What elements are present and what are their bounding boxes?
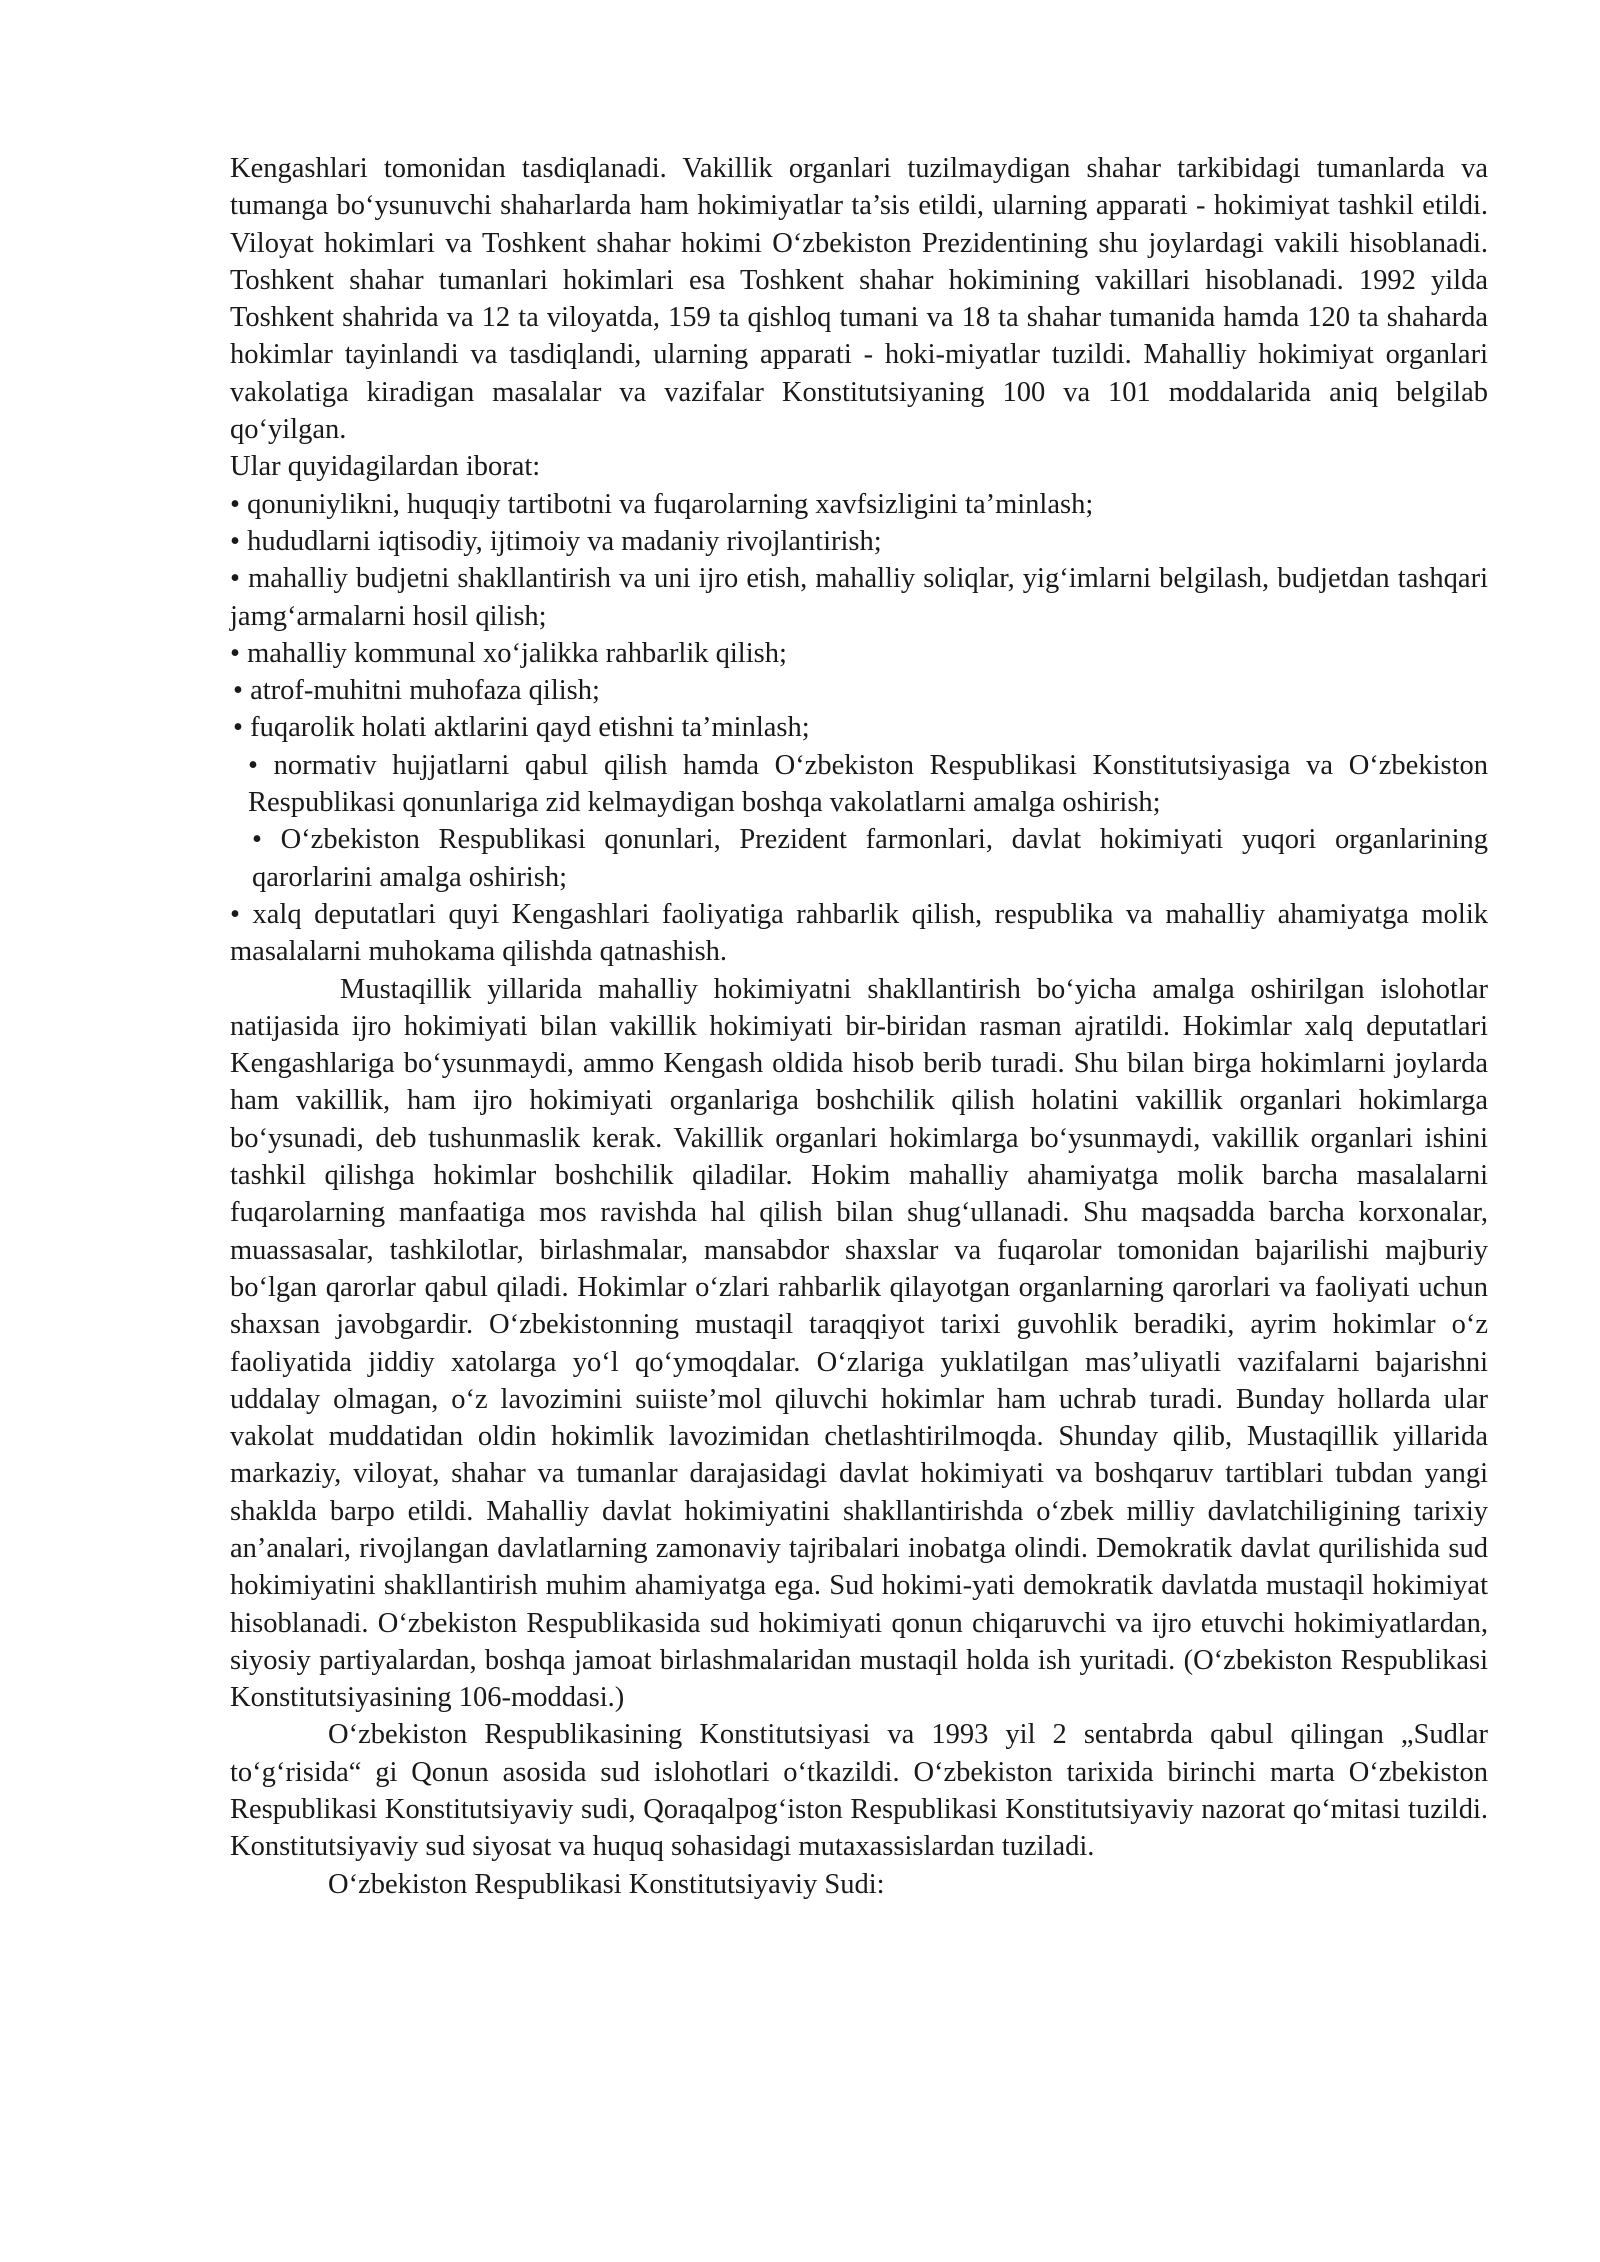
list-item-qonuniylik: • qonuniylikni, huquqiy tartibotni va fuqarolarning xavfsizligini ta’minlash; xyxy=(230,488,1094,520)
list-item-kengashlar: • xalq deputatlari quyi Kengashlari faoliyatiga rahbarlik qilish, respublika va mahalliy ahamiyatga molik masalalarni muhokama qilishda qatnashish. xyxy=(230,898,1488,968)
paragraph-sud-islohotlari: O‘zbekiston Respublikasining Konstitutsiyasi va 1993 yil 2 sentabrda qabul qilingan „Sudlar to‘g‘risida“ gi Qonun asosida sud islohotlari o‘tkazildi. O‘zbekiston tarixida birinchi marta O‘zbekiston Respublikasi Konstitutsiyaviy sudi, Qoraqalpog‘iston Respublikasi Konstitutsiyaviy nazorat qo‘mitasi tuzildi. Konstitutsiyaviy sud siyosat va huquq sohasidagi mutaxassislardan tuziladi. xyxy=(230,1719,1488,1863)
list-item-hududlar: • hududlarni iqtisodiy, ijtimoiy va madaniy rivojlantirish; xyxy=(230,525,882,557)
list-item-fuqarolik-holati: • fuqarolik holati aktlarini qayd etishni ta’minlash; xyxy=(233,712,810,744)
list-item-kommunal: • mahalliy kommunal xo‘jalikka rahbarlik qilish; xyxy=(230,637,787,669)
paragraph-hokimiyatlar: Kengashlari tomonidan tasdiqlanadi. Vakillik organlari tuzilmaydigan shahar tarkibidagi tumanlarda va tumanga bo‘ysunuvchi shaharlarda ham hokimiyatlar ta’sis etildi, ularning apparati - hokimiyat tashkil etildi. Viloyat hokimlari va Toshkent shahar hokimi O‘zbekiston Prezidentining shu joylardagi vakili hisoblanadi. Toshkent shahar tumanlari hokimlari esa Toshkent shahar hokimining vakillari hisoblanadi. 1992 yilda Toshkent shahrida va 12 ta viloyatda, 159 ta qishloq tumani va 18 ta shahar tumanida hamda 120 ta shaharda hokimlar tayinlandi va tasdiqlandi, ularning apparati - hoki-miyatlar tuzildi. Mahalliy hokimiyat organlari vakolatiga kiradigan masalalar va vazifalar Konstitutsiyaning 100 va 101 moddalarida aniq belgilab qo‘yilgan. xyxy=(230,153,1488,446)
list-item-normativ-hujjatlar: • normativ hujjatlarni qabul qilish hamda O‘zbekiston Respublikasi Konstitutsiyasiga va O‘zbekiston Respublikasi qonunlariga zid kelmaydigan boshqa vakolatlarni amalga oshirish; xyxy=(248,749,1488,819)
list-item-qonunlar-ijrosi: • O‘zbekiston Respublikasi qonunlari, Prezident farmonlari, davlat hokimiyati yuqori organlarining qarorlarini amalga oshirish; xyxy=(252,824,1488,893)
list-item-atrof-muhit: • atrof-muhitni muhofaza qilish; xyxy=(233,675,600,707)
document-page xyxy=(230,150,1488,1903)
paragraph-list-intro: Ular quyidagilardan iborat: xyxy=(230,451,541,483)
paragraph-mustaqillik: Mustaqillik yillarida mahalliy hokimiyatni shakllantirish bo‘yicha amalga oshirilgan islohotlar natijasida ijro hokimiyati bilan vakillik hokimiyati bir-biridan rasman ajratildi. Hokimlar xalq deputatlari Kengashlariga bo‘ysunmaydi, ammo Kengash oldida hisob berib turadi. Shu bilan birga hokimlarni joylarda ham vakillik, ham ijro hokimiyati organlariga boshchilik qilish holatini vakillik organlari hokimlarga bo‘ysunadi, deb tushunmaslik kerak. Vakillik organlari hokimlarga bo‘ysunmaydi, vakillik organlari ishini tashkil qilishga hokimlar boshchilik qiladilar. Hokim mahalliy ahamiyatga molik barcha masalalarni fuqarolarning manfaatiga mos ravishda hal qilish bilan shug‘ullanadi. Shu maqsadda barcha korxonalar, muassasalar, tashkilotlar, birlashmalar, mansabdor shaxslar va fuqarolar tomonidan bajarilishi majburiy bo‘lgan qarorlar qabul qiladi. Hokimlar o‘zlari rahbarlik qilayotgan organlarning qarorlari va faoliyati uchun shaxsan javobgardir. O‘zbekistonning mustaqil taraqqiyot tarixi guvohlik beradiki, ayrim hokimlar o‘z faoliyatida jiddiy xatolarga yo‘l qo‘ymoqdalar. O‘zlariga yuklatilgan mas’uliyatli vazifalarni bajarishni uddalay olmagan, o‘z lavozimini suiiste’mol qiluvchi hokimlar ham uchrab turadi. Bunday hollarda ular vakolat muddatidan oldin hokimlik lavozimidan chetlashtirilmoqda. Shunday qilib, Mustaqillik yillarida markaziy, viloyat, shahar va tumanlar darajasidagi davlat hokimiyati va boshqaruv tartiblari tubdan yangi shaklda barpo etildi. Mahalliy davlat hokimiyatini shakllantirishda o‘zbek milliy davlatchiligining tarixiy an’analari, rivojlangan davlatlarning zamonaviy tajribalari inobatga olindi. Demokratik davlat qurilishida sud hokimiyatini shakllantirish muhim ahamiyatga ega. Sud hokimi-yati demokratik davlatda mustaqil hokimiyat hisoblanadi. O‘zbekiston Respublikasida sud hokimiyati qonun chiqaruvchi va ijro etuvchi hokimiyatlardan, siyosiy partiyalardan, boshqa jamoat birlashmalaridan mustaqil holda ish yuritadi. (O‘zbekiston Respublikasi Konstitutsiyasining 106-moddasi.) xyxy=(230,973,1488,1714)
paragraph-konstitutsiyaviy-sud: O‘zbekiston Respublikasi Konstitutsiyaviy Sudi: xyxy=(328,1868,885,1900)
list-item-budjet: • mahalliy budjetni shakllantirish va uni ijro etish, mahalliy soliqlar, yig‘imlarni belgilash, budjetdan tashqari jamg‘armalarni hosil qilish; xyxy=(230,563,1488,632)
